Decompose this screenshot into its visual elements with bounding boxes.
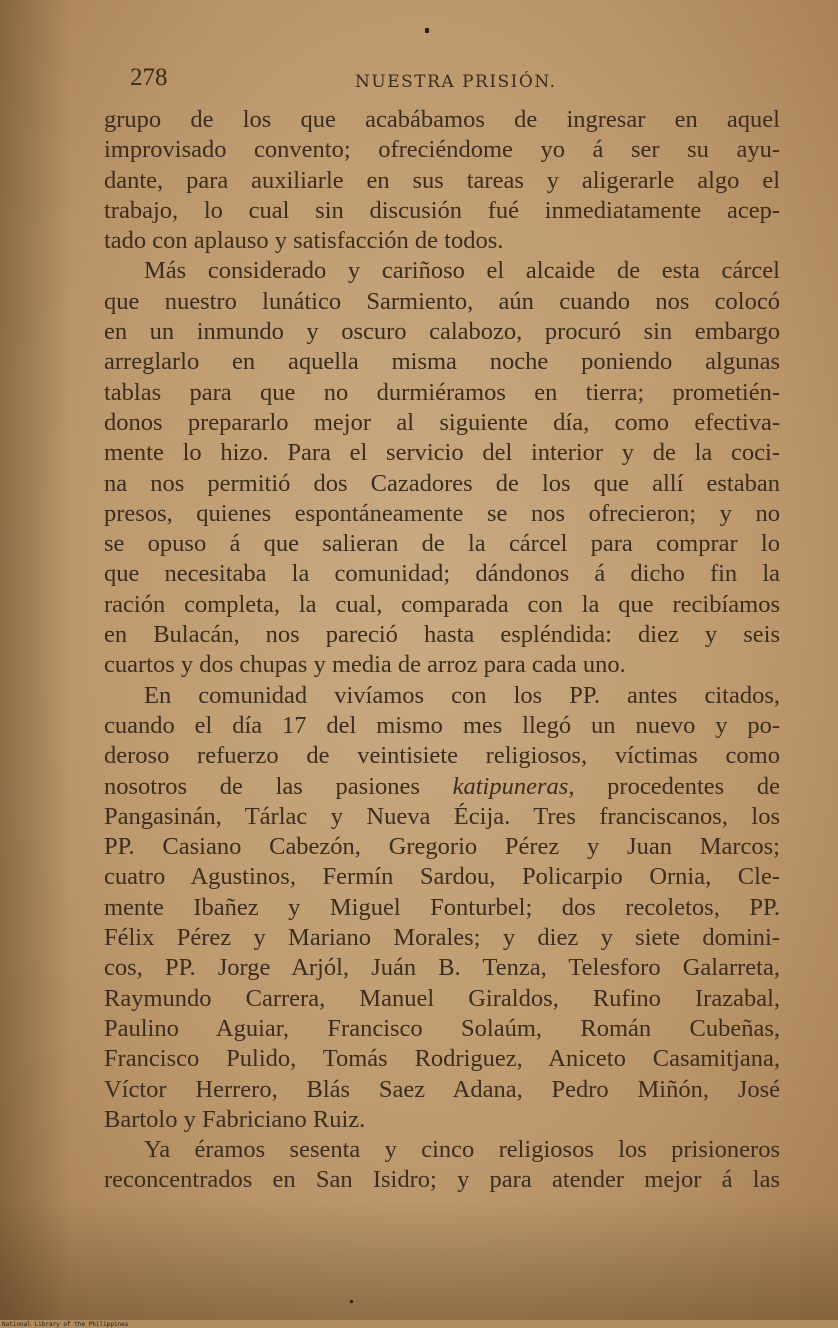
italic-term: katipuneras bbox=[452, 772, 569, 800]
running-head: NUESTRA PRISIÓN. bbox=[355, 72, 557, 92]
text-line: dante, para auxiliarle en sus tareas y aligerarle algo el bbox=[104, 166, 780, 194]
text-line: Paulino Aguiar, Francisco Solaúm, Román Cubeñas, bbox=[104, 1014, 780, 1042]
text-line: mente Ibañez y Miguel Fonturbel; dos recoletos, PP. bbox=[104, 893, 780, 921]
text-line: Félix Pérez y Mariano Morales; y diez y siete domini- bbox=[104, 924, 780, 952]
text-line: arreglarlo en aquella misma noche poniendo algunas bbox=[104, 348, 780, 376]
text-segment: , procedentes de bbox=[568, 772, 780, 800]
library-credit: National Library of the Philippines bbox=[2, 1321, 129, 1328]
text-line: en un inmundo y oscuro calabozo, procuró sin embargo bbox=[104, 318, 780, 346]
text-line: cuartos y dos chupas y media de arroz para cada uno. bbox=[104, 651, 626, 679]
text-line: Raymundo Carrera, Manuel Giraldos, Rufino Irazabal, bbox=[104, 984, 780, 1012]
text-line: en Bulacán, nos pareció hasta espléndida: diez y seis bbox=[104, 621, 780, 649]
text-line: presos, quienes espontáneamente se nos ofrecieron; y no bbox=[104, 499, 780, 527]
text-line: reconcentrados en San Isidro; y para atender mejor á las bbox=[104, 1166, 780, 1194]
text-line: grupo de los que acabábamos de ingresar en aquel bbox=[104, 106, 780, 133]
text-line: Pangasinán, Tárlac y Nueva Écija. Tres franciscanos, los bbox=[104, 802, 780, 830]
page-shadow-bottom bbox=[0, 1200, 838, 1320]
text-line bbox=[104, 772, 780, 802]
text-line: trabajo, lo cual sin discusión fué inmediatamente acep- bbox=[104, 196, 780, 224]
text-line: se opuso á que salieran de la cárcel para comprar lo bbox=[104, 530, 780, 558]
text-segment: nosotros de las pasiones bbox=[104, 772, 453, 800]
text-line: Bartolo y Fabriciano Ruiz. bbox=[104, 1105, 366, 1133]
text-line: Víctor Herrero, Blás Saez Adana, Pedro Miñón, José bbox=[104, 1075, 780, 1103]
text-line: tablas para que no durmiéramos en tierra; prometién- bbox=[104, 378, 780, 406]
text-line: que necesitaba la comunidad; dándonos á dicho fin la bbox=[104, 560, 780, 588]
text-line: Más considerado y cariñoso el alcaide de esta cárcel bbox=[144, 257, 780, 285]
text-line: PP. Casiano Cabezón, Gregorio Pérez y Juan Marcos; bbox=[104, 833, 780, 861]
text-line: mente lo hizo. Para el servicio del interior y de la coci- bbox=[104, 439, 780, 467]
text-line: na nos permitió dos Cazadores de los que allí estaban bbox=[104, 469, 780, 497]
text-line: ración completa, la cual, comparada con la que recibíamos bbox=[104, 590, 780, 618]
page-header bbox=[130, 62, 780, 96]
text-line: cuatro Agustinos, Fermín Sardou, Policarpio Ornia, Cle- bbox=[104, 863, 780, 891]
text-line: que nuestro lunático Sarmiento, aún cuando nos colocó bbox=[104, 287, 780, 315]
ink-speck bbox=[425, 28, 429, 33]
body-text bbox=[104, 105, 780, 1196]
ink-speck bbox=[350, 1300, 353, 1303]
page-shadow-left bbox=[0, 0, 70, 1320]
text-line: Francisco Pulido, Tomás Rodriguez, Aniceto Casamitjana, bbox=[104, 1045, 780, 1073]
text-line: cos, PP. Jorge Arjól, Juán B. Tenza, Telesforo Galarreta, bbox=[104, 954, 780, 982]
page-number: 278 bbox=[130, 64, 168, 91]
text-line: tado con aplauso y satisfacción de todos. bbox=[104, 227, 504, 255]
text-line: deroso refuerzo de veintisiete religiosos, víctimas como bbox=[104, 742, 780, 770]
text-line: improvisado convento; ofreciéndome yo á ser su ayu- bbox=[104, 136, 780, 164]
text-line: En comunidad vivíamos con los PP. antes citados, bbox=[144, 681, 780, 709]
text-line: Ya éramos sesenta y cinco religiosos los prisioneros bbox=[144, 1136, 780, 1164]
text-line: cuando el día 17 del mismo mes llegó un nuevo y po- bbox=[104, 711, 780, 739]
text-line: donos prepararlo mejor al siguiente día, como efectiva- bbox=[104, 408, 780, 436]
